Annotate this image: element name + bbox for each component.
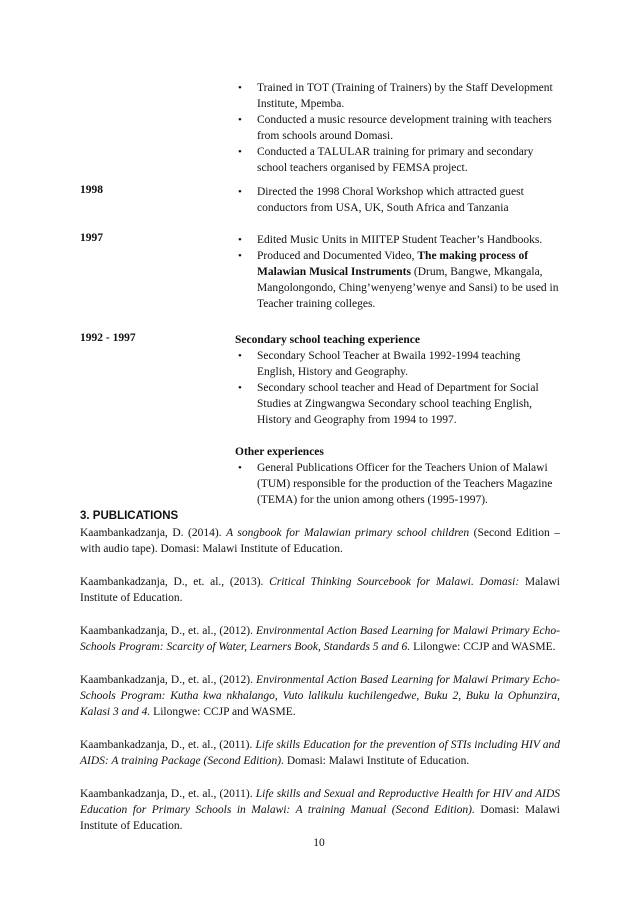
bullet-icon: • [238, 82, 242, 94]
publication-entry: Kaambankadzanja, D., et. al., (2012). Environmental Action Based Learning for Malawi Primary Echo-Schools Program: Scarcity of Water, Learners Book, Standards 5 and 6. Lilongwe: CCJP and WASME. [80, 625, 560, 653]
publication-title: Life skills Education for the prevention of STIs including HIV and AIDS: A training Package (Second Edition). [80, 739, 560, 767]
list-item: • Conducted a TALULAR training for primary and secondary school teachers organised by FEMSA project. [238, 146, 534, 174]
list-item: • Edited Music Units in MIITEP Student Teacher’s Handbooks. [238, 234, 543, 246]
bullet-icon: • [238, 350, 242, 362]
list-item: • Secondary School Teacher at Bwaila 1992-1994 teaching English, History and Geography. [238, 350, 521, 378]
video-title: The making process of Malawian Musical Instruments [257, 250, 529, 278]
bullet-list [235, 232, 560, 312]
publication-title: A songbook for Malawian primary school children [226, 527, 470, 539]
entry-details [235, 184, 560, 216]
publication-title: Life skills and Sexual and Reproductive Health for HIV and AIDS Education for Primary Schools in Malawi: A training Manual (Second Edition). [80, 788, 561, 816]
entry-details [235, 232, 560, 312]
bullet-list [235, 80, 560, 176]
publications-list [80, 525, 560, 851]
bullet-icon: • [238, 234, 242, 246]
list-item: • General Publications Officer for the Teachers Union of Malawi (TUM) responsible for the production of the Teachers Magazine (TEMA) for the union among others (1995-1997). [238, 462, 553, 506]
bullet-list [235, 460, 560, 508]
bullet-icon: • [238, 382, 242, 394]
entry-year: 1997 [80, 232, 103, 244]
publication-title: Environmental Action Based Learning for Malawi Primary Echo-Schools Program: Kutha kwa nkhalango, Vuto lalikulu kuchilengedwe, Buku 2, Buku la Ophunzira, Kalasi 3 and 4. [80, 674, 560, 718]
section-subheading: Secondary school teaching experience [235, 334, 420, 346]
section-subheading: Other experiences [235, 446, 324, 458]
page-number: 10 [313, 837, 325, 849]
list-item: • Produced and Documented Video, The making process of Malawian Musical Instruments (Drum, Bangwe, Mkangala, Mangolongondo, Ching’wenyeng’wenye and Sansi) to be used in Teacher training colleges. [238, 250, 559, 310]
list-item: • Secondary school teacher and Head of Department for Social Studies at Zingwangwa Secondary school teaching English, History and Geography from 1994 to 1997. [238, 382, 539, 426]
bullet-icon: • [238, 462, 242, 474]
publication-title: Critical Thinking Sourcebook for Malawi. Domasi: [269, 576, 520, 588]
entry-details [235, 80, 560, 176]
list-item: • Trained in TOT (Training of Trainers) by the Staff Development Institute, Mpemba. [238, 82, 553, 110]
bullet-icon: • [238, 146, 242, 158]
publications-heading: 3. PUBLICATIONS [80, 510, 179, 522]
bullet-list [235, 184, 560, 216]
bullet-icon: • [238, 186, 242, 198]
publication-entry: Kaambankadzanja, D., et. al., (2013). Critical Thinking Sourcebook for Malawi. Domasi: Malawi Institute of Education. [80, 576, 560, 604]
publication-entry: Kaambankadzanja, D., et. al., (2011). Life skills Education for the prevention of STIs including HIV and AIDS: A training Package (Second Edition). Domasi: Malawi Institute of Education. [80, 739, 560, 767]
publication-entry: Kaambankadzanja, D., et. al., (2012). Environmental Action Based Learning for Malawi Primary Echo-Schools Program: Kutha kwa nkhalango, Vuto lalikulu kuchilengedwe, Buku 2, Buku la Ophunzira, Kalasi 3 and 4. Lilongwe: CCJP and WASME. [80, 674, 560, 718]
bullet-icon: • [238, 114, 242, 126]
list-item: • Conducted a music resource development training with teachers from schools around Domasi. [238, 114, 552, 142]
publication-entry: Kaambankadzanja, D., et. al., (2011). Life skills and Sexual and Reproductive Health for HIV and AIDS Education for Primary Schools in Malawi: A training Manual (Second Edition). Domasi: Malawi Institute of Education. [80, 788, 561, 832]
entry-details [235, 332, 560, 508]
entry-year: 1992 - 1997 [80, 332, 136, 344]
publication-entry: Kaambankadzanja, D. (2014). A songbook for Malawian primary school children (Second Edition – with audio tape). Domasi: Malawi Institute of Education. [80, 527, 560, 555]
list-item: • Directed the 1998 Choral Workshop which attracted guest conductors from USA, UK, South Africa and Tanzania [238, 186, 524, 214]
bullet-list [235, 348, 560, 428]
entry-year: 1998 [80, 184, 103, 196]
publication-title: Environmental Action Based Learning for Malawi Primary Echo-Schools Program: Scarcity of Water, Learners Book, Standards 5 and 6. [80, 625, 560, 653]
bullet-icon: • [238, 250, 242, 262]
